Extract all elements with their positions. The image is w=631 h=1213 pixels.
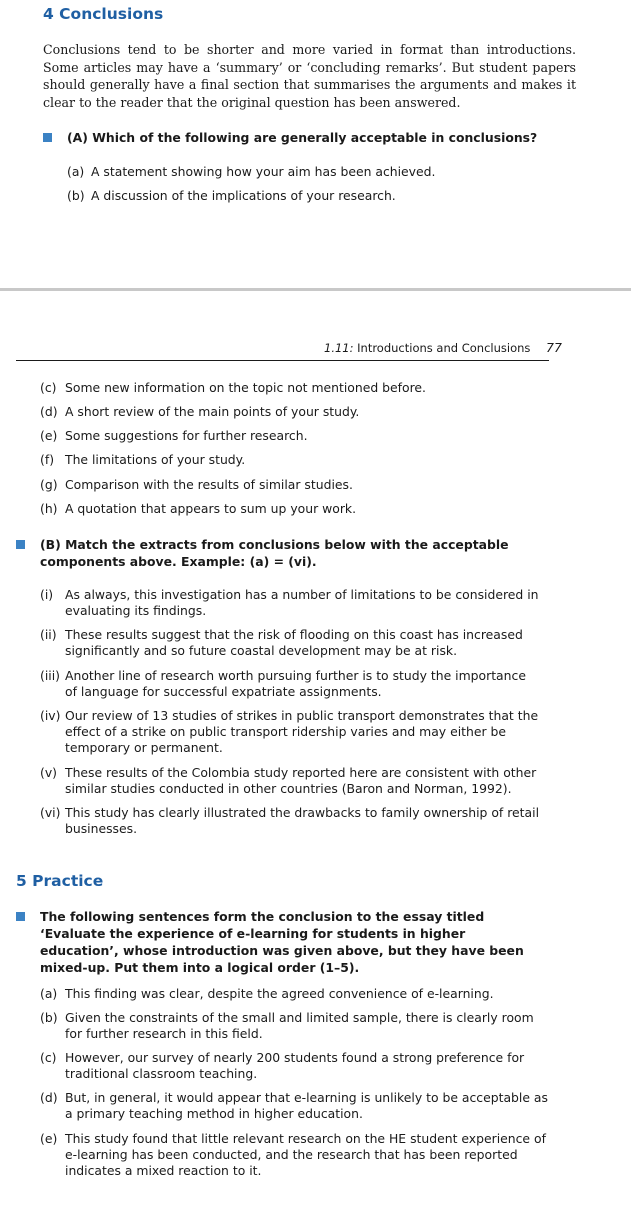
- item-text: Given the constraints of the small and limited sample, there is clearly room for further research in this field.: [65, 1010, 534, 1041]
- item-text: A statement showing how your aim has been achieved.: [91, 164, 436, 179]
- item-label: (d): [40, 404, 58, 419]
- list-item: [40, 428, 570, 444]
- item-label: (v): [40, 765, 58, 780]
- list-item: [40, 380, 570, 396]
- item-text: Comparison with the results of similar studies.: [65, 477, 353, 492]
- item-label: (c): [40, 380, 57, 395]
- square-bullet-icon: [16, 912, 25, 921]
- item-text: Our review of 13 studies of strikes in public transport demonstrates that the effect of a strike on public transport ridership varies and may either be temporary or permanent.: [65, 708, 539, 755]
- item-text: The limitations of your study.: [65, 452, 246, 467]
- running-head: [324, 340, 562, 355]
- practice-item: [40, 986, 550, 1002]
- extract-item: [40, 668, 540, 700]
- item-label: (e): [40, 428, 58, 443]
- question-a: (A) Which of the following are generally acceptable in conclusions?: [67, 130, 538, 145]
- item-text: As always, this investigation has a number of limitations to be considered in evaluating its findings.: [65, 587, 539, 618]
- item-label: (iii): [40, 668, 60, 683]
- list-item: [40, 477, 570, 493]
- item-label: (b): [40, 1010, 58, 1025]
- header-rule: [16, 360, 549, 361]
- item-text: A short review of the main points of your study.: [65, 404, 360, 419]
- practice-item: [40, 1010, 550, 1042]
- item-label: (a): [40, 986, 58, 1001]
- extract-item: [40, 765, 540, 797]
- question-b: (B) Match the extracts from conclusions below with the acceptable components above. Example: (a) = (vi).: [40, 537, 509, 569]
- page-number: 77: [546, 340, 562, 355]
- item-label: (h): [40, 501, 58, 516]
- item-label: (b): [67, 188, 85, 203]
- item-label: (vi): [40, 805, 61, 820]
- item-text: A quotation that appears to sum up your work.: [65, 501, 357, 516]
- item-label: (ii): [40, 627, 57, 642]
- list-item: [40, 452, 570, 468]
- item-label: (d): [40, 1090, 58, 1105]
- item-label: (c): [40, 1050, 57, 1065]
- running-head-section: 1.11:: [324, 341, 354, 355]
- extract-item: [40, 708, 540, 756]
- item-label: (i): [40, 587, 54, 602]
- practice-item: [40, 1090, 550, 1122]
- item-text: A discussion of the implications of your research.: [91, 188, 396, 203]
- item-label: (e): [40, 1131, 58, 1146]
- square-bullet-icon: [16, 540, 25, 549]
- item-text: This study found that little relevant research on the HE student experience of e-learning has been conducted, and the research that has been reported indicates a mixed reaction to it.: [65, 1131, 546, 1178]
- practice-item: [40, 1050, 550, 1082]
- item-label: (a): [67, 164, 85, 179]
- list-item: [67, 188, 587, 204]
- list-item: [40, 501, 570, 517]
- section-heading-conclusions: 4 Conclusions: [43, 5, 164, 23]
- practice-item: [40, 1131, 550, 1179]
- page-divider: [0, 288, 631, 291]
- item-label: (g): [40, 477, 58, 492]
- item-text: This study has clearly illustrated the drawbacks to family ownership of retail businesses.: [65, 805, 540, 836]
- item-text: Some suggestions for further research.: [65, 428, 308, 443]
- item-text: These results of the Colombia study reported here are consistent with other similar studies conducted in other countries (Baron and Norman, 1992).: [65, 765, 537, 796]
- item-text: Another line of research worth pursuing further is to study the importance of language for successful expatriate assignments.: [65, 668, 526, 699]
- extract-item: [40, 627, 540, 659]
- extract-item: [40, 805, 540, 837]
- list-item: [67, 164, 587, 180]
- item-label: (iv): [40, 708, 61, 723]
- item-text: But, in general, it would appear that e-learning is unlikely to be acceptable as a primary teaching method in higher education.: [65, 1090, 548, 1121]
- list-item: [40, 404, 570, 420]
- item-text: These results suggest that the risk of flooding on this coast has increased significantly and so future coastal development may be at risk.: [65, 627, 523, 658]
- item-text: This finding was clear, despite the agreed convenience of e-learning.: [65, 986, 494, 1001]
- item-text: Some new information on the topic not mentioned before.: [65, 380, 426, 395]
- section-heading-practice: 5 Practice: [16, 872, 104, 890]
- square-bullet-icon: [43, 133, 52, 142]
- item-text: However, our survey of nearly 200 students found a strong preference for traditional classroom teaching.: [65, 1050, 525, 1081]
- intro-paragraph: Conclusions tend to be shorter and more varied in format than introductions. Some articles may have a ‘summary’ or ‘concluding remarks’. But student papers should generally have a final section that summarises the arguments and makes it clear to the reader that the original question has been answered.: [43, 42, 576, 110]
- item-label: (f): [40, 452, 55, 467]
- practice-instruction: The following sentences form the conclusion to the essay titled ‘Evaluate the experience of e-learning for students in higher education’, whose introduction was given above, but they have been mixed-up. Put them into a logical order (1–5).: [40, 909, 524, 975]
- running-head-title: Introductions and Conclusions: [357, 341, 531, 355]
- extract-item: [40, 587, 540, 619]
